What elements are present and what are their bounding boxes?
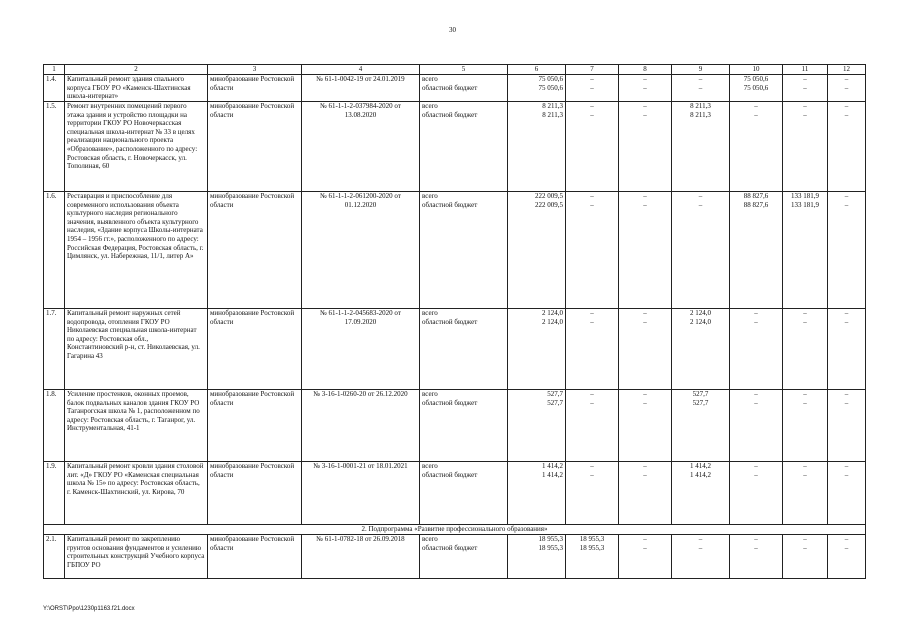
amount-value: – <box>590 462 594 470</box>
funding-source <box>420 535 508 579</box>
amount-value: – <box>803 544 807 552</box>
amount-value: – <box>844 535 849 543</box>
amount-value: – <box>698 75 703 83</box>
amount-cell-col-12 <box>828 462 866 525</box>
amount-cell-col-9 <box>672 309 730 390</box>
table-row <box>44 309 866 390</box>
object-name: Реставрация и приспособление для современного использования объекта культурного наследия регионального значения, выявленного объекта культурного наследия, «Здание корпуса Школы-интерната 1954 – 1956 гг.», расположенного по адресу: Российская Федерация, Ростовская область, г. Цимлянск, ул. Набережная, 11/1, литер А» <box>65 192 208 309</box>
expertise-document: № 3-16-1-0001-21 от 18.01.2021 <box>302 462 420 525</box>
funding-source-label: областной бюджет <box>422 544 478 552</box>
subprogram-title: 2. Подпрограмма «Развитие профессионального образования» <box>44 525 866 535</box>
amount-cell-col-10 <box>730 75 783 102</box>
amount-cell-col-11 <box>783 390 828 462</box>
amount-value: – <box>643 471 647 479</box>
amount-cell-col-6 <box>508 535 566 579</box>
executor: минобразование Ростовской области <box>208 390 302 462</box>
amount-value: – <box>643 201 647 209</box>
amount-value: – <box>698 192 703 200</box>
executor: минобразование Ростовской области <box>208 102 302 192</box>
column-number-5: 5 <box>420 65 508 75</box>
funding-source <box>420 75 508 102</box>
amount-value: 527,7 <box>547 390 563 398</box>
amount-value: – <box>844 75 849 83</box>
amount-value: – <box>754 309 758 317</box>
amount-value: 1 414,2 <box>690 462 711 470</box>
funding-source-label: областной бюджет <box>422 399 478 407</box>
amount-value: – <box>590 102 594 110</box>
amount-value: – <box>754 318 758 326</box>
amount-value: – <box>754 399 758 407</box>
amount-value: – <box>643 318 647 326</box>
row-number: 1.9. <box>44 462 65 525</box>
amount-cell-col-8 <box>619 75 672 102</box>
amount-cell-col-7 <box>566 102 619 192</box>
table-row <box>44 75 866 102</box>
column-number-11: 11 <box>783 65 828 75</box>
amount-value: – <box>803 471 807 479</box>
funding-source-label: всего <box>422 535 438 543</box>
amount-value: 527,7 <box>692 390 709 398</box>
amount-value: – <box>643 75 647 83</box>
amount-value: 527,7 <box>692 399 709 407</box>
amount-value: – <box>803 111 807 119</box>
amount-cell-col-10 <box>730 309 783 390</box>
funding-source <box>420 390 508 462</box>
amount-value: – <box>698 84 703 92</box>
row-number: 1.7. <box>44 309 65 390</box>
funding-source <box>420 102 508 192</box>
object-name: Капитальный ремонт по закреплению грунтов основания фундаментов и усилению строительных конструкций Учебного корпуса ГБПОУ РО <box>65 535 208 579</box>
amount-value: 222 009,5 <box>535 201 563 209</box>
amount-cell-col-7 <box>566 390 619 462</box>
amount-value: 8 211,3 <box>542 102 563 110</box>
amount-value: 88 827,6 <box>743 201 769 209</box>
amount-value: – <box>844 309 849 317</box>
column-number-8: 8 <box>619 65 672 75</box>
amount-cell-col-9 <box>672 390 730 462</box>
amount-value: – <box>754 535 758 543</box>
column-number-row <box>44 65 866 75</box>
amount-value: – <box>643 544 647 552</box>
amount-cell-col-6 <box>508 390 566 462</box>
amount-value: – <box>643 535 647 543</box>
amount-cell-col-9 <box>672 102 730 192</box>
amount-cell-col-12 <box>828 75 866 102</box>
amount-value: 75 050,6 <box>538 75 563 83</box>
funding-source <box>420 309 508 390</box>
amount-value: – <box>643 84 647 92</box>
column-number-3: 3 <box>208 65 302 75</box>
funding-source-label: всего <box>422 462 438 470</box>
amount-cell-col-10 <box>730 192 783 309</box>
table-row <box>44 390 866 462</box>
amount-value: – <box>844 544 849 552</box>
amount-value: 75 050,6 <box>538 84 563 92</box>
amount-value: – <box>803 102 807 110</box>
amount-value: – <box>643 111 647 119</box>
amount-value: – <box>754 390 758 398</box>
file-path-footer: Y:\ORST\Ppo\1230p1163.f21.docx <box>43 606 135 612</box>
column-number-6: 6 <box>508 65 566 75</box>
amount-value: – <box>590 399 594 407</box>
amount-value: – <box>803 390 807 398</box>
row-number: 2.1. <box>44 535 65 579</box>
amount-value: 1 414,2 <box>690 471 711 479</box>
amount-value: – <box>844 390 849 398</box>
page-number: 30 <box>449 26 456 34</box>
amount-cell-col-6 <box>508 102 566 192</box>
amount-value: – <box>803 535 807 543</box>
amount-value: 133 181,9 <box>791 201 819 209</box>
amount-value: 75 050,6 <box>743 84 769 92</box>
amount-cell-col-10 <box>730 102 783 192</box>
amount-cell-col-12 <box>828 535 866 579</box>
executor: минобразование Ростовской области <box>208 192 302 309</box>
amount-cell-col-12 <box>828 309 866 390</box>
amount-value: – <box>754 471 758 479</box>
amount-value: 8 211,3 <box>542 111 563 119</box>
column-number-10: 10 <box>730 65 783 75</box>
amount-value: – <box>803 84 807 92</box>
amount-value: – <box>698 544 703 552</box>
row-number: 1.4. <box>44 75 65 102</box>
amount-cell-col-7 <box>566 192 619 309</box>
expertise-document: № 61-1-0042-19 от 24.01.2019 <box>302 75 420 102</box>
amount-value: – <box>590 309 594 317</box>
column-number-1: 1 <box>44 65 65 75</box>
amount-cell-col-11 <box>783 462 828 525</box>
amount-value: – <box>803 399 807 407</box>
funding-source <box>420 192 508 309</box>
object-name: Капитальный ремонт наружных сетей водопровода, отопления ГКОУ РО Николаевская специальная школа-интернат по адресу: Ростовская обл., Константиновский р-н, ст. Николаевская, ул. Гагарина 43 <box>65 309 208 390</box>
amount-value: 18 955,3 <box>538 535 563 543</box>
amount-value: – <box>643 462 647 470</box>
amount-cell-col-8 <box>619 390 672 462</box>
amount-value: – <box>803 75 807 83</box>
amount-cell-col-9 <box>672 535 730 579</box>
amount-cell-col-11 <box>783 75 828 102</box>
funding-source-label: всего <box>422 192 438 200</box>
amount-cell-col-9 <box>672 75 730 102</box>
amount-value: – <box>844 192 849 200</box>
amount-value: – <box>844 84 849 92</box>
amount-value: – <box>844 471 849 479</box>
amount-cell-col-8 <box>619 192 672 309</box>
amount-cell-col-8 <box>619 535 672 579</box>
table-row <box>44 535 866 579</box>
expertise-document: № 61-1-0782-18 от 26.09.2018 <box>302 535 420 579</box>
amount-cell-col-11 <box>783 192 828 309</box>
amount-value: 133 181,9 <box>791 192 819 200</box>
amount-value: – <box>590 201 594 209</box>
row-number: 1.5. <box>44 102 65 192</box>
amount-cell-col-6 <box>508 309 566 390</box>
program-table <box>43 64 866 579</box>
amount-value: 222 009,5 <box>535 192 563 200</box>
amount-value: 527,7 <box>547 399 563 407</box>
object-name: Усиление простенков, оконных проемов, балок подвальных каналов здания ГКОУ РО Таганрогская школа № 1, расположенном по адресу: Ростовская область, г. Таганрог, ул. Инструментальная, 41-1 <box>65 390 208 462</box>
amount-value: – <box>590 318 594 326</box>
table-row <box>44 462 866 525</box>
amount-value: – <box>844 201 849 209</box>
amount-value: – <box>754 102 758 110</box>
amount-cell-col-7 <box>566 462 619 525</box>
amount-value: – <box>643 309 647 317</box>
amount-value: – <box>698 201 703 209</box>
amount-cell-col-7 <box>566 535 619 579</box>
amount-cell-col-12 <box>828 390 866 462</box>
amount-value: – <box>590 111 594 119</box>
row-number: 1.8. <box>44 390 65 462</box>
column-number-12: 12 <box>828 65 866 75</box>
amount-value: – <box>590 192 594 200</box>
expertise-document: № 61-1-1-2-061200-2020 от 01.12.2020 <box>302 192 420 309</box>
amount-cell-col-8 <box>619 309 672 390</box>
amount-value: – <box>844 102 849 110</box>
amount-cell-col-11 <box>783 535 828 579</box>
table-row <box>44 102 866 192</box>
executor: минобразование Ростовской области <box>208 462 302 525</box>
amount-value: – <box>844 318 849 326</box>
amount-value: – <box>590 471 594 479</box>
funding-source-label: областной бюджет <box>422 471 478 479</box>
funding-source-label: всего <box>422 102 438 110</box>
amount-cell-col-12 <box>828 102 866 192</box>
funding-source-label: всего <box>422 390 438 398</box>
amount-cell-col-9 <box>672 462 730 525</box>
amount-value: – <box>803 462 807 470</box>
executor: минобразование Ростовской области <box>208 309 302 390</box>
table-row <box>44 192 866 309</box>
amount-value: – <box>643 102 647 110</box>
amount-value: 8 211,3 <box>690 111 711 119</box>
amount-cell-col-11 <box>783 102 828 192</box>
amount-value: 75 050,6 <box>743 75 769 83</box>
amount-cell-col-6 <box>508 75 566 102</box>
amount-cell-col-7 <box>566 75 619 102</box>
column-number-2: 2 <box>65 65 208 75</box>
amount-cell-col-6 <box>508 462 566 525</box>
amount-value: 2 124,0 <box>542 309 563 317</box>
amount-value: – <box>590 84 594 92</box>
amount-cell-col-7 <box>566 309 619 390</box>
amount-cell-col-11 <box>783 309 828 390</box>
amount-value: – <box>754 111 758 119</box>
amount-value: – <box>803 309 807 317</box>
amount-value: – <box>643 399 647 407</box>
funding-source-label: областной бюджет <box>422 201 478 209</box>
amount-cell-col-9 <box>672 192 730 309</box>
amount-cell-col-12 <box>828 192 866 309</box>
column-number-4: 4 <box>302 65 420 75</box>
executor: минобразование Ростовской области <box>208 75 302 102</box>
amount-value: – <box>643 192 647 200</box>
amount-cell-col-10 <box>730 462 783 525</box>
subprogram-row <box>44 525 866 535</box>
executor: минобразование Ростовской области <box>208 535 302 579</box>
object-name: Ремонт внутренних помещений первого этажа здания и устройство площадки на территории ГКОУ РО Новочеркасская специальная школа-интернат № 33 в целях реализации национального проекта «Образование», расположенного по адресу: Ростовская область, г. Новочеркасск, ул. Тополиная, 60 <box>65 102 208 192</box>
amount-value: 18 955,3 <box>579 535 605 543</box>
amount-cell-col-10 <box>730 390 783 462</box>
amount-cell-col-10 <box>730 535 783 579</box>
expertise-document: № 61-1-1-2-045683-2020 от 17.09.2020 <box>302 309 420 390</box>
funding-source <box>420 462 508 525</box>
amount-value: – <box>803 318 807 326</box>
amount-value: – <box>754 462 758 470</box>
funding-source-label: областной бюджет <box>422 111 478 119</box>
column-number-9: 9 <box>672 65 730 75</box>
funding-source-label: областной бюджет <box>422 318 478 326</box>
amount-value: – <box>844 111 849 119</box>
object-name: Капитальный ремонт здания спального корпуса ГБОУ РО «Каменск-Шахтинская школа-интернат» <box>65 75 208 102</box>
amount-value: 1 414,2 <box>542 471 563 479</box>
amount-value: – <box>590 390 594 398</box>
column-number-7: 7 <box>566 65 619 75</box>
amount-value: – <box>844 399 849 407</box>
amount-value: 2 124,0 <box>690 309 711 317</box>
expertise-document: № 3-16-1-0260-20 от 26.12.2020 <box>302 390 420 462</box>
amount-value: – <box>643 390 647 398</box>
amount-value: 18 955,3 <box>538 544 563 552</box>
object-name: Капитальный ремонт кровли здания столовой лит. «Д» ГКОУ РО «Каменская специальная школа № 15» по адресу: Ростовская область, г. Каменск-Шахтинский, ул. Кирова, 70 <box>65 462 208 525</box>
amount-value: – <box>590 75 594 83</box>
funding-source-label: всего <box>422 309 438 317</box>
amount-value: 88 827,6 <box>743 192 769 200</box>
amount-value: 2 124,0 <box>542 318 563 326</box>
row-number: 1.6. <box>44 192 65 309</box>
amount-value: – <box>698 535 703 543</box>
amount-value: – <box>844 462 849 470</box>
amount-value: 1 414,2 <box>542 462 563 470</box>
amount-cell-col-6 <box>508 192 566 309</box>
amount-value: 18 955,3 <box>579 544 605 552</box>
funding-source-label: областной бюджет <box>422 84 478 92</box>
funding-source-label: всего <box>422 75 438 83</box>
amount-value: – <box>754 544 758 552</box>
amount-cell-col-8 <box>619 462 672 525</box>
expertise-document: № 61-1-1-2-037984-2020 от 13.08.2020 <box>302 102 420 192</box>
amount-cell-col-8 <box>619 102 672 192</box>
amount-value: 8 211,3 <box>690 102 711 110</box>
amount-value: 2 124,0 <box>690 318 711 326</box>
